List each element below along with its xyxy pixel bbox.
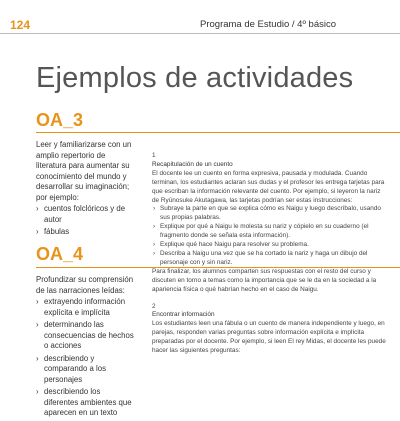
page-number: 124 bbox=[10, 18, 31, 32]
list-item-text: Describa a Naigu una vez que se ha cortado la nariz y haga un dibujo del personaje con y sin nariz. bbox=[160, 249, 368, 266]
bullet-icon: › bbox=[36, 297, 39, 306]
bullet-icon: › bbox=[36, 204, 39, 213]
activity-1-title: Recapitulación de un cuento bbox=[152, 160, 233, 168]
list-item-text: Explique qué hace Naigu para resolver su problema. bbox=[160, 241, 309, 249]
oa3-intro: Leer y familiarizarse con un amplio repertorio de literatura para aumentar su conocimiento del mundo y desarrollar su imaginación; por ejemplo: bbox=[36, 140, 132, 202]
list-item-text: Subraye la parte en que se explica cómo es Naigu y luego descríbalo, usando sus propias palabras. bbox=[160, 205, 381, 222]
list-item bbox=[36, 297, 134, 318]
page-title: Ejemplos de actividades bbox=[36, 62, 354, 94]
bullet-icon: › bbox=[153, 241, 156, 249]
oa3-heading: OA_3 bbox=[36, 110, 84, 130]
activities-column bbox=[152, 152, 388, 356]
activity-2-intro: Los estudiantes leen una fábula o un cuento de manera independiente y luego, en parejas, responden varias preguntas sobre información explícita e implícita preparadas por el docente. Por ejemplo, si leen El rey Midas, el docente les puede hacer las siguientes preguntas: bbox=[152, 320, 386, 355]
list-item bbox=[36, 204, 134, 225]
list-item bbox=[152, 241, 388, 250]
activity-1-closing: Para finalizar, los alumnos comparten sus respuestas con el resto del curso y discuten en torno a temas como la importancia que se le da en la sociedad a la apariencia física o qué habrían hecho en el caso de Naigu. bbox=[152, 267, 377, 293]
list-item-text: extrayendo información explícita e implícita bbox=[44, 297, 126, 317]
header-rule bbox=[0, 33, 400, 34]
list-item-text: fábulas bbox=[44, 227, 70, 236]
list-item-text: Explique por qué a Naigu le molesta su nariz y cópielo en su cuaderno (el fragmento donde se señala esta información). bbox=[160, 223, 369, 240]
oa3-rule bbox=[36, 132, 400, 133]
activity-1-list bbox=[152, 205, 388, 267]
bullet-icon: › bbox=[36, 387, 39, 396]
bullet-icon: › bbox=[153, 205, 156, 213]
list-item bbox=[36, 387, 134, 419]
list-item bbox=[36, 320, 134, 352]
list-item bbox=[152, 205, 388, 223]
oa3-block bbox=[36, 140, 134, 240]
activity-2-title: Encontrar información bbox=[152, 311, 215, 319]
list-item bbox=[152, 223, 388, 241]
list-item-text: describiendo los diferentes ambientes que aparecen en un texto bbox=[44, 387, 132, 417]
spacer bbox=[152, 295, 388, 303]
oa4-list bbox=[36, 297, 134, 419]
bullet-icon: › bbox=[36, 227, 39, 236]
list-item-text: determinando las consecuencias de hechos o acciones bbox=[44, 320, 134, 350]
bullet-icon: › bbox=[153, 223, 156, 231]
oa4-intro: Profundizar su comprensión de las narraciones leídas: bbox=[36, 275, 134, 295]
list-item bbox=[152, 250, 388, 268]
list-item bbox=[36, 354, 134, 386]
bullet-icon: › bbox=[153, 249, 156, 257]
oa4-block bbox=[36, 275, 134, 421]
oa3-list bbox=[36, 204, 134, 238]
list-item-text: cuentos folclóricos y de autor bbox=[44, 204, 126, 224]
list-item-text: describiendo y comparando a los personajes bbox=[44, 353, 106, 384]
program-title: Programa de Estudio / 4º básico bbox=[200, 19, 337, 30]
activity-1-intro: El docente lee un cuento en forma expresiva, pausada y modulada. Cuando terminan, los estudiantes aclaran sus dudas y el profesor les entrega tarjetas para que escriban la información relevante del cuento. Por ejemplo, si leyeron la nariz de Ryūnosuke Akutagawa, las tarjetas podrían ser estas instrucciones: bbox=[152, 169, 385, 204]
list-item bbox=[36, 227, 134, 238]
bullet-icon: › bbox=[36, 320, 39, 329]
activity-1-number: 1 bbox=[152, 152, 156, 159]
oa4-heading: OA_4 bbox=[36, 244, 84, 264]
bullet-icon: › bbox=[36, 353, 39, 363]
activity-2-number: 2 bbox=[152, 302, 156, 310]
